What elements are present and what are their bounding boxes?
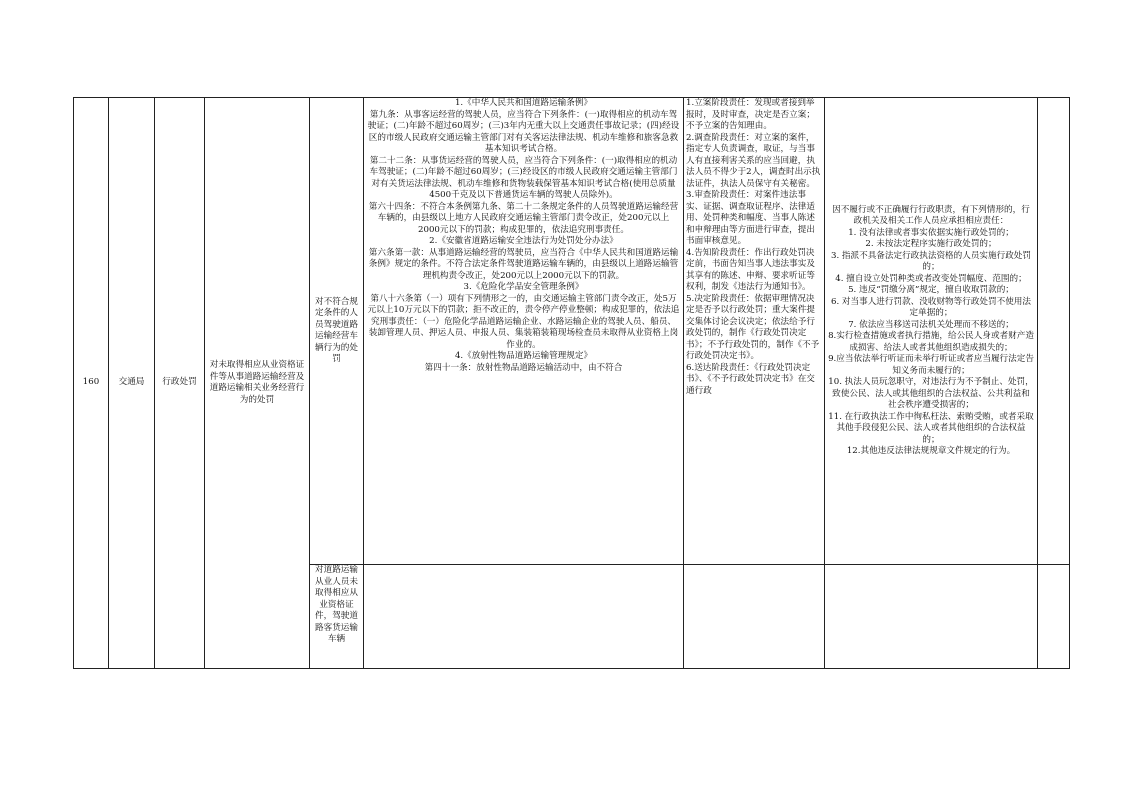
table-row [74, 98, 1070, 565]
sub-item-name-cell: 对道路运输从业人员未取得相应从业资格证件，驾驶道路客货运输车辆 [310, 565, 364, 669]
liability-cell [825, 565, 1038, 669]
remark-cell [1038, 98, 1070, 565]
power-list-table [73, 97, 1070, 669]
row-number: 160 [74, 98, 109, 669]
responsibility-cell: 1.立案阶段责任：发现或者接到举报时，及时审查，决定是否立案；不予立案的告知理由。 2.调查阶段责任：对立案的案件，指定专人负责调查，取证，与当事人有直接利害关系的应当回避，执法人员不得少于2人，调查时出示执法证件，执法人员保守有关秘密。 3.审查阶段责任：对案件违法事实、证据、调查取证程序、法律适用、处罚种类和幅度、当事人陈述和申辩理由等方面进行审查，提出书面审核意见。 4.告知阶段责任：作出行政处罚决定前，书面告知当事人违法事实及其享有的陈述、申辩、要求听证等权利，制发《违法行为通知书》。 5.决定阶段责任：依据审理情况决定是否予以行政处罚；重大案件提交集体讨论会议决定；依法给予行政处罚的，制作《行政处罚决定书》；不予行政处罚的，制作《不予行政处罚决定书》。 6.送达阶段责任：《行政处罚决定书》、《不予行政处罚决定书》在交通行政 [684, 98, 825, 565]
legal-basis-cell: 1.《中华人民共和国道路运输条例》 第九条：从事客运经营的驾驶人员，应当符合下列条件：(一)取得相应的机动车驾驶证；(二)年龄不超过60周岁；(三)3年内无重大以上交通责任事故记录；(四)经设区的市级人民政府交通运输主管部门对有关客运法律法规、机动车维修和旅客急救基本知识考试合格。 第二十二条：从事货运经营的驾驶人员，应当符合下列条件：(一)取得相应的机动车驾驶证；(二)年龄不超过60周岁；(三)经设区的市级人民政府交通运输主管部门对有关货运法律法规、机动车维修和货物装载保管基本知识考试合格(使用总质量4500千克及以下普通货运车辆的驾驶人员除外)。 第六十四条：不符合本条例第九条、第二十二条规定条件的人员驾驶道路运输经营车辆的，由县级以上地方人民政府交通运输主管部门责令改正，处200元以上2000元以下的罚款；构成犯罪的，依法追究刑事责任。 2.《安徽省道路运输安全违法行为处罚处分办法》 第六条第一款：从事道路运输经营的驾驶员，应当符合《中华人民共和国道路运输条例》规定的条件。不符合法定条件驾驶道路运输车辆的，由县级以上道路运输管理机构责令改正，处200元以上2000元以下的罚款。 3.《危险化学品安全管理条例》 第八十六条第（一）项有下列情形之一的，由交通运输主管部门责令改正，处5万元以上10万元以下的罚款；拒不改正的，责令停产停业整顿；构成犯罪的，依法追究刑事责任：（一）危险化学品道路运输企业、水路运输企业的驾驶人员、船员、装卸管理人员、押运人员、申报人员、集装箱装箱现场检查员未取得从业资格上岗作业的。 4.《放射性物品道路运输管理规定》 第四十一条：放射性物品道路运输活动中，由不符合 [364, 98, 684, 565]
legal-basis-cell [364, 565, 684, 669]
remark-cell [1038, 565, 1070, 669]
liability-cell: 因不履行或不正确履行行政职责，有下列情形的，行政机关及相关工作人员应承担相应责任： 1. 没有法律或者事实依据实施行政处罚的； 2. 未按法定程序实施行政处罚的； 3. 指派不具备法定行政执法资格的人员实施行政处罚的； 4. 擅自设立处罚种类或者改变处罚幅度、范围的； 5. 违反“罚缴分离”规定，擅自收取罚款的； 6. 对当事人进行罚款、没收财物等行政处罚不使用法定单据的； 7. 依法应当移送司法机关处理而不移送的； 8.实行检查措施或者执行措施，给公民人身或者财产造成损害、给法人或者其他组织造成损失的； 9.应当依法举行听证而未举行听证或者应当履行法定告知义务而未履行的； 10. 执法人员玩忽职守，对违法行为不予制止、处罚，致使公民、法人或其他组织的合法权益、公共利益和社会秩序遭受损害的； 11. 在行政执法工作中徇私枉法、索贿受贿，或者采取其他手段侵犯公民、法人或者其他组织的合法权益的； 12.其他违反法律法规规章文件规定的行为。 [825, 98, 1038, 565]
item-name-cell: 对未取得相应从业资格证件等从事道路运输经营及道路运输相关业务经营行为的处罚 [205, 98, 310, 669]
department-cell: 交通局 [109, 98, 155, 669]
power-type-cell: 行政处罚 [155, 98, 205, 669]
responsibility-cell [684, 565, 825, 669]
sub-item-name-cell: 对不符合规定条件的人员驾驶道路运输经营车辆行为的处罚 [310, 98, 364, 565]
